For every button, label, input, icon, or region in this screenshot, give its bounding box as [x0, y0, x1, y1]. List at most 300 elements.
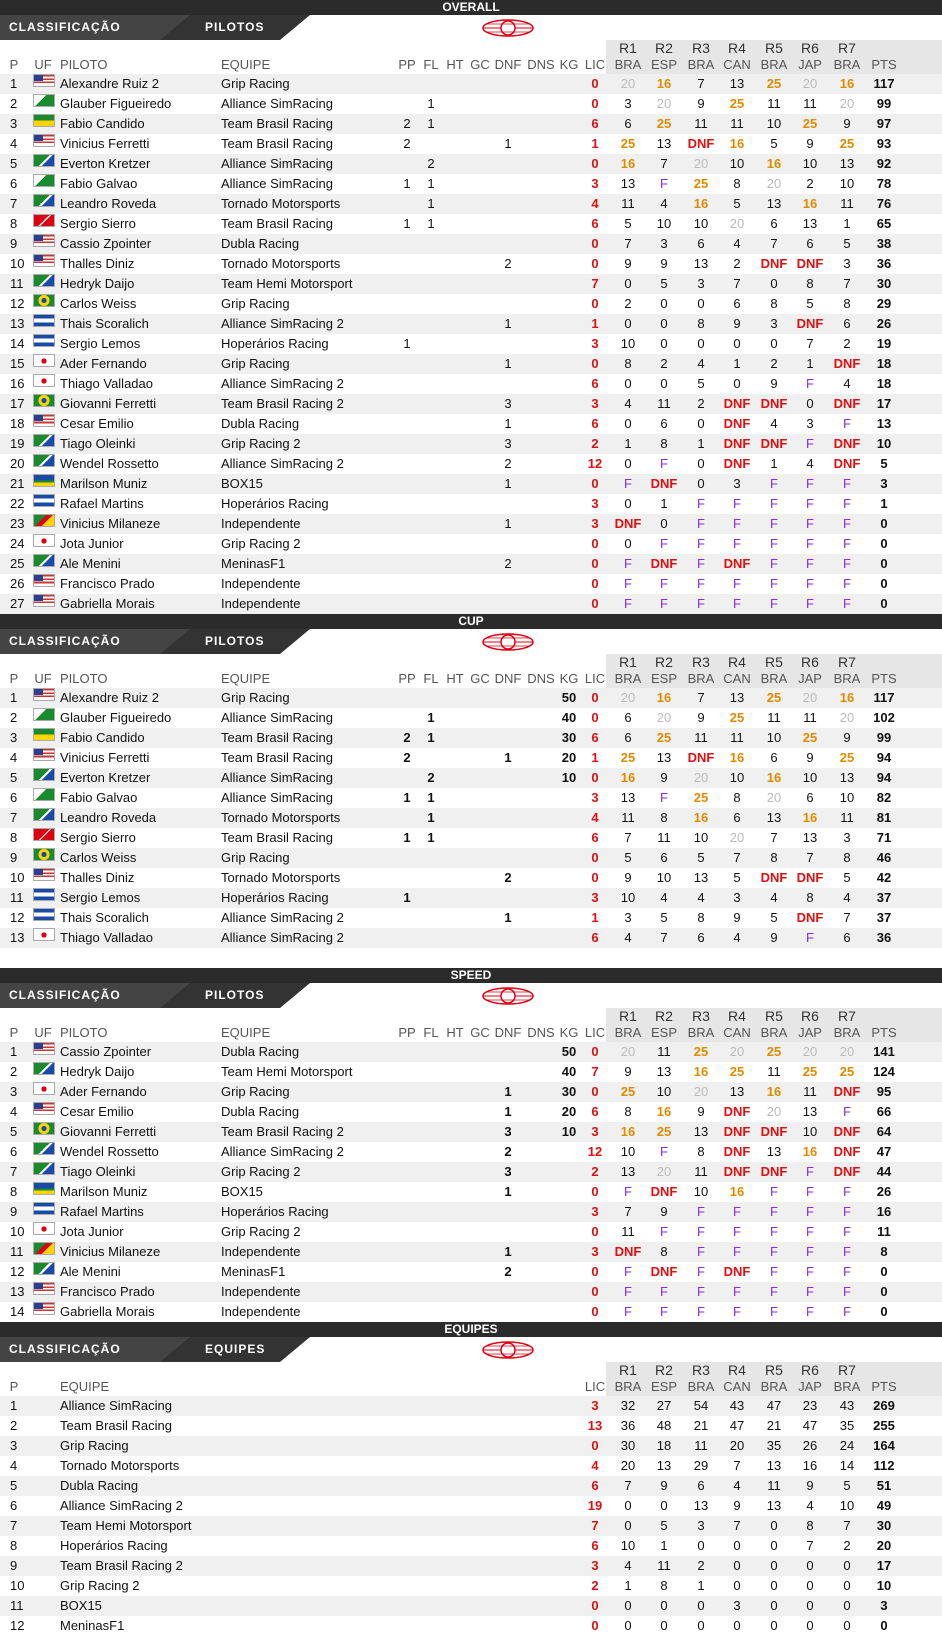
- round-3-result: 8: [697, 1144, 705, 1159]
- round-7-result: 5: [843, 236, 851, 251]
- round-6-result: 4: [806, 456, 814, 471]
- round-1-result: 13: [620, 1164, 636, 1179]
- round-4-result: F: [733, 596, 741, 611]
- round-4-result: 11: [730, 730, 744, 745]
- round-1-result: 20: [620, 1044, 636, 1059]
- points-total: 65: [876, 216, 892, 231]
- lic-value: 0: [591, 1224, 599, 1239]
- round-4-points: 0: [733, 1618, 741, 1633]
- round-7-result: F: [843, 516, 851, 531]
- points-total: 0: [880, 596, 888, 611]
- position: 4: [10, 750, 18, 765]
- position: 10: [10, 1578, 25, 1593]
- driver-name: Alexandre Ruiz 2: [60, 690, 159, 705]
- round-6-result: DNF: [796, 870, 824, 885]
- round-6-result: F: [806, 516, 814, 531]
- col-track-2: ESP: [650, 671, 677, 686]
- state-flag-icon: [33, 94, 55, 107]
- round-4-points: 7: [733, 1518, 741, 1533]
- round-1-points: 36: [620, 1418, 636, 1433]
- round-4-result: DNF: [723, 416, 751, 431]
- dnf-value: 1: [504, 1184, 512, 1199]
- round-7-result: DNF: [833, 1084, 861, 1099]
- round-3-result: 5: [697, 376, 705, 391]
- team-name: Grip Racing: [60, 1438, 129, 1453]
- col-p: P: [9, 57, 19, 72]
- points-total: 30: [876, 1518, 892, 1533]
- state-flag-icon: [33, 234, 55, 247]
- round-5-result: 10: [766, 730, 782, 745]
- round-4-result: 5: [733, 196, 741, 211]
- round-2-result: 3: [660, 236, 668, 251]
- round-4-result: DNF: [723, 436, 751, 451]
- round-2-result: F: [660, 176, 668, 191]
- round-6-result: F: [806, 556, 814, 571]
- round-3-result: 8: [697, 316, 705, 331]
- points-total: 0: [880, 576, 888, 591]
- col-track-1: BRA: [614, 1025, 642, 1040]
- position: 21: [10, 476, 25, 491]
- round-5-result: 8: [770, 296, 778, 311]
- position: 13: [10, 1284, 25, 1299]
- flag-canton: [34, 1103, 43, 1109]
- flag-canton: [34, 1043, 43, 1049]
- round-5-result: F: [770, 496, 778, 511]
- round-7-result: 8: [843, 296, 851, 311]
- driver-row: [0, 454, 942, 474]
- round-5-result: 25: [766, 76, 782, 91]
- col-track-2: ESP: [650, 1025, 677, 1040]
- round-6-points: 0: [806, 1558, 814, 1573]
- round-1-result: F: [624, 1264, 632, 1279]
- fl-value: 2: [427, 156, 435, 171]
- round-3-result: 16: [693, 810, 709, 825]
- round-1-points: 10: [620, 1538, 636, 1553]
- driver-name: Wendel Rossetto: [60, 1144, 159, 1159]
- kg-value: 50: [561, 1044, 577, 1059]
- points-total: 255: [873, 1418, 895, 1433]
- round-7-result: F: [843, 496, 851, 511]
- driver-row: [0, 788, 942, 808]
- round-7-result: 8: [843, 850, 851, 865]
- league-logo-icon: [482, 19, 534, 37]
- lic-value: 0: [591, 356, 599, 371]
- round-4-points: 0: [733, 1558, 741, 1573]
- round-2-result: F: [660, 1144, 668, 1159]
- round-5-result: F: [770, 1224, 778, 1239]
- round-1-result: 6: [624, 116, 632, 131]
- team-name: Independente: [221, 1284, 301, 1299]
- round-3-result: DNF: [687, 136, 715, 151]
- state-flag-icon: [33, 414, 55, 427]
- points-total: 117: [873, 76, 895, 91]
- round-7-points: 24: [839, 1438, 855, 1453]
- round-4-result: F: [733, 516, 741, 531]
- fl-value: 1: [427, 810, 435, 825]
- team-name: Grip Racing 2: [221, 536, 301, 551]
- round-5-result: 16: [766, 156, 782, 171]
- points-total: 29: [876, 296, 892, 311]
- round-3-result: 25: [693, 1044, 709, 1059]
- dnf-value: 1: [504, 476, 512, 491]
- round-5-result: 13: [766, 196, 782, 211]
- team-name: Alliance SimRacing 2: [221, 1144, 344, 1159]
- dnf-value: 1: [504, 356, 512, 371]
- state-flag-icon: [33, 1222, 55, 1235]
- position: 18: [10, 416, 25, 431]
- lic-value: 3: [591, 1204, 599, 1219]
- lic-value: 1: [591, 136, 599, 151]
- round-6-result: F: [806, 1204, 814, 1219]
- round-7-result: DNF: [833, 1124, 861, 1139]
- position: 23: [10, 516, 25, 531]
- team-name: Hoperários Racing: [221, 1204, 329, 1219]
- round-5-result: DNF: [760, 396, 788, 411]
- category-label: PILOTOS: [205, 634, 265, 648]
- round-4-result: 13: [729, 690, 745, 705]
- round-7-result: F: [843, 1284, 851, 1299]
- driver-name: Gabriella Morais: [60, 596, 155, 611]
- col-lic: LIC: [584, 1025, 606, 1040]
- round-2-result: F: [660, 596, 668, 611]
- round-5-result: F: [770, 556, 778, 571]
- points-total: 18: [876, 356, 892, 371]
- round-3-result: 16: [693, 1064, 709, 1079]
- round-6-points: 0: [806, 1598, 814, 1613]
- state-flag-icon: [33, 154, 55, 167]
- state-flag-icon: [33, 1242, 55, 1255]
- lic-value: 0: [591, 710, 599, 725]
- round-6-result: F: [806, 1264, 814, 1279]
- points-total: 141: [873, 1044, 895, 1059]
- lic-value: 3: [591, 176, 599, 191]
- lic-value: 0: [591, 556, 599, 571]
- round-1-result: 1: [624, 436, 632, 451]
- driver-row: [0, 1182, 942, 1202]
- round-4-result: F: [733, 536, 741, 551]
- round-6-result: F: [806, 376, 814, 391]
- position: 9: [10, 236, 18, 251]
- state-flag-icon: [33, 888, 55, 901]
- round-3-result: 0: [697, 476, 705, 491]
- round-4-result: 13: [729, 76, 745, 91]
- lic-value: 2: [591, 1164, 599, 1179]
- round-5-result: 13: [766, 810, 782, 825]
- team-name: Independente: [221, 596, 301, 611]
- col-track-7: BRA: [833, 57, 861, 72]
- team-name: Team Brasil Racing: [60, 1418, 172, 1433]
- round-5-points: 13: [766, 1498, 782, 1513]
- kg-value: 30: [561, 730, 577, 745]
- round-1-result: F: [624, 476, 632, 491]
- round-6-result: 11: [803, 1084, 817, 1099]
- driver-name: Thais Scoralich: [60, 316, 149, 331]
- round-7-points: 0: [843, 1558, 851, 1573]
- round-3-result: 11: [694, 730, 708, 745]
- points-total: 269: [873, 1398, 895, 1413]
- pp-value: 1: [403, 216, 411, 231]
- driver-name: Thais Scoralich: [60, 910, 149, 925]
- col-track-1: BRA: [614, 1379, 642, 1394]
- round-7-result: 3: [843, 256, 851, 271]
- round-7-result: 10: [839, 790, 855, 805]
- dnf-value: 2: [504, 1144, 512, 1159]
- driver-row: [0, 314, 942, 334]
- round-6-result: F: [806, 1184, 814, 1199]
- col-track-7: BRA: [833, 671, 861, 686]
- lic-value: 1: [591, 750, 599, 765]
- round-6-result: 13: [802, 830, 818, 845]
- round-1-result: 25: [620, 1084, 636, 1099]
- round-2-points: 11: [657, 1558, 671, 1573]
- col-ht: HT: [446, 1025, 464, 1040]
- round-1-result: 16: [620, 156, 636, 171]
- col-round-1: R1: [619, 654, 637, 670]
- col-dnf: DNF: [494, 671, 522, 686]
- round-2-points: 5: [660, 1518, 668, 1533]
- driver-row: [0, 1202, 942, 1222]
- position: 10: [10, 1224, 25, 1239]
- round-7-result: F: [843, 1264, 851, 1279]
- round-3-points: 2: [697, 1558, 705, 1573]
- lic-value: 0: [591, 576, 599, 591]
- team-name: Team Brasil Racing: [221, 730, 333, 745]
- state-flag-icon: [33, 868, 55, 881]
- points-total: 164: [873, 1438, 895, 1453]
- state-flag-icon: [33, 194, 55, 207]
- round-5-result: F: [770, 1264, 778, 1279]
- driver-name: Cassio Zpointer: [60, 236, 152, 251]
- round-6-result: DNF: [796, 910, 824, 925]
- round-1-points: 0: [624, 1618, 632, 1633]
- position: 13: [10, 930, 25, 945]
- col-p: P: [9, 1379, 19, 1394]
- round-6-result: 10: [802, 156, 818, 171]
- position: 2: [10, 1418, 18, 1433]
- points-total: 18: [876, 376, 892, 391]
- round-3-result: 0: [697, 296, 705, 311]
- state-flag-icon: [33, 274, 55, 287]
- round-2-result: 20: [656, 1164, 672, 1179]
- position: 7: [10, 1518, 18, 1533]
- points-total: 10: [876, 436, 892, 451]
- round-6-result: 3: [806, 416, 814, 431]
- round-2-result: 4: [660, 890, 668, 905]
- col-track-7: BRA: [833, 1025, 861, 1040]
- round-5-result: 9: [770, 376, 778, 391]
- section-overall: [0, 0, 942, 614]
- state-flag-icon: [33, 1062, 55, 1075]
- round-1-result: 4: [624, 930, 632, 945]
- driver-row: [0, 394, 942, 414]
- driver-row: [0, 1122, 942, 1142]
- round-2-result: 25: [656, 1124, 672, 1139]
- round-3-result: 6: [697, 236, 705, 251]
- round-2-result: 11: [657, 396, 671, 411]
- driver-row: [0, 1262, 942, 1282]
- lic-value: 0: [591, 850, 599, 865]
- team-name: BOX15: [221, 1184, 263, 1199]
- driver-row: [0, 928, 942, 948]
- position: 14: [10, 336, 25, 351]
- round-5-result: F: [770, 536, 778, 551]
- round-4-result: 9: [733, 910, 741, 925]
- team-name: Alliance SimRacing 2: [60, 1498, 183, 1513]
- driver-name: Ale Menini: [60, 1264, 121, 1279]
- driver-name: Tiago Oleinki: [60, 436, 136, 451]
- round-4-result: 0: [733, 336, 741, 351]
- round-2-result: 9: [660, 256, 668, 271]
- team-row: [0, 1396, 942, 1416]
- round-6-result: 8: [806, 890, 814, 905]
- team-row: [0, 1476, 942, 1496]
- points-total: 94: [876, 770, 892, 785]
- col-round-3: R3: [692, 1362, 710, 1378]
- lic-value: 6: [591, 830, 599, 845]
- round-6-result: F: [806, 1224, 814, 1239]
- state-flag-icon: [33, 748, 55, 761]
- round-2-result: 6: [660, 850, 668, 865]
- section-title: EQUIPES: [0, 1322, 942, 1337]
- round-6-points: 16: [802, 1458, 818, 1473]
- team-row: [0, 1576, 942, 1596]
- driver-row: [0, 748, 942, 768]
- col-track-1: BRA: [614, 671, 642, 686]
- col-piloto: PILOTO: [60, 57, 108, 72]
- dnf-value: 3: [504, 436, 512, 451]
- round-7-result: DNF: [833, 396, 861, 411]
- section-cup: [0, 614, 942, 948]
- round-2-result: 7: [660, 156, 668, 171]
- team-name: Tornado Motorsports: [221, 196, 341, 211]
- col-gc: GC: [470, 1025, 490, 1040]
- round-1-result: 0: [624, 316, 632, 331]
- driver-name: Hedryk Daijo: [60, 1064, 135, 1079]
- round-3-result: F: [697, 1264, 705, 1279]
- driver-name: Jota Junior: [60, 536, 124, 551]
- driver-name: Tiago Oleinki: [60, 1164, 136, 1179]
- points-total: 102: [873, 710, 895, 725]
- col-round-6: R6: [801, 40, 819, 56]
- round-6-result: 11: [803, 96, 817, 111]
- round-4-result: DNF: [723, 556, 751, 571]
- round-3-result: DNF: [687, 750, 715, 765]
- round-4-result: 8: [733, 176, 741, 191]
- state-flag-icon: [33, 374, 55, 387]
- column-header-row: [0, 1008, 942, 1042]
- team-name: Team Brasil Racing: [221, 750, 333, 765]
- round-7-points: 0: [843, 1598, 851, 1613]
- round-3-result: F: [697, 1244, 705, 1259]
- position: 5: [10, 770, 18, 785]
- round-1-result: 4: [624, 396, 632, 411]
- team-name: Team Brasil Racing 2: [221, 1124, 344, 1139]
- round-5-result: 11: [767, 96, 781, 111]
- round-5-result: 1: [770, 456, 778, 471]
- driver-row: [0, 1282, 942, 1302]
- col-track-4: CAN: [723, 57, 751, 72]
- round-3-points: 1: [697, 1578, 705, 1593]
- column-header-row: [0, 654, 942, 688]
- round-4-result: 1: [733, 356, 741, 371]
- round-1-points: 30: [620, 1438, 636, 1453]
- round-5-result: DNF: [760, 870, 788, 885]
- round-1-result: 7: [624, 1204, 632, 1219]
- lic-value: 0: [591, 870, 599, 885]
- round-4-result: DNF: [723, 456, 751, 471]
- round-5-result: 16: [766, 770, 782, 785]
- round-4-result: DNF: [723, 1264, 751, 1279]
- round-4-result: 16: [729, 750, 745, 765]
- col-round-3: R3: [692, 1008, 710, 1024]
- col-track-4: CAN: [723, 1379, 751, 1394]
- points-total: 13: [876, 416, 892, 431]
- team-name: Alliance SimRacing 2: [221, 930, 344, 945]
- driver-row: [0, 768, 942, 788]
- lic-value: 0: [591, 1438, 599, 1453]
- round-3-result: 13: [693, 256, 709, 271]
- round-2-result: 1: [660, 496, 668, 511]
- position: 8: [10, 1184, 18, 1199]
- section-spacer: [0, 948, 942, 968]
- round-1-result: 25: [620, 750, 636, 765]
- position: 2: [10, 1064, 18, 1079]
- round-7-result: 20: [839, 1044, 855, 1059]
- lic-value: 3: [591, 1398, 599, 1413]
- col-gc: GC: [470, 671, 490, 686]
- round-2-result: 11: [657, 830, 671, 845]
- position: 11: [10, 1598, 24, 1613]
- lic-value: 0: [591, 1618, 599, 1633]
- round-5-result: 7: [770, 830, 778, 845]
- round-3-points: 29: [693, 1458, 709, 1473]
- points-total: 82: [876, 790, 892, 805]
- round-1-result: F: [624, 1284, 632, 1299]
- round-4-result: F: [733, 1304, 741, 1319]
- col-ht: HT: [446, 671, 464, 686]
- round-1-result: 20: [620, 690, 636, 705]
- round-4-result: DNF: [723, 1124, 751, 1139]
- round-2-result: 10: [656, 870, 672, 885]
- round-1-result: 9: [624, 1064, 632, 1079]
- round-2-points: 27: [656, 1398, 672, 1413]
- round-6-points: 26: [802, 1438, 818, 1453]
- dnf-value: 1: [504, 1104, 512, 1119]
- driver-row: [0, 1222, 942, 1242]
- fl-value: 1: [427, 790, 435, 805]
- round-7-points: 2: [843, 1538, 851, 1553]
- driver-row: [0, 908, 942, 928]
- round-4-result: 8: [733, 790, 741, 805]
- round-1-result: 13: [620, 176, 636, 191]
- round-4-result: 25: [729, 96, 745, 111]
- lic-value: 2: [591, 436, 599, 451]
- col-round-2: R2: [655, 40, 673, 56]
- team-name: BOX15: [221, 476, 263, 491]
- dnf-value: 1: [504, 136, 512, 151]
- round-5-result: 10: [766, 116, 782, 131]
- round-3-result: 9: [697, 96, 705, 111]
- team-row: [0, 1616, 942, 1636]
- round-4-points: 43: [729, 1398, 745, 1413]
- points-total: 42: [876, 870, 892, 885]
- round-3-result: 11: [694, 1164, 708, 1179]
- round-5-result: F: [770, 1204, 778, 1219]
- driver-row: [0, 828, 942, 848]
- round-7-points: 14: [839, 1458, 855, 1473]
- driver-row: [0, 728, 942, 748]
- position: 7: [10, 1164, 18, 1179]
